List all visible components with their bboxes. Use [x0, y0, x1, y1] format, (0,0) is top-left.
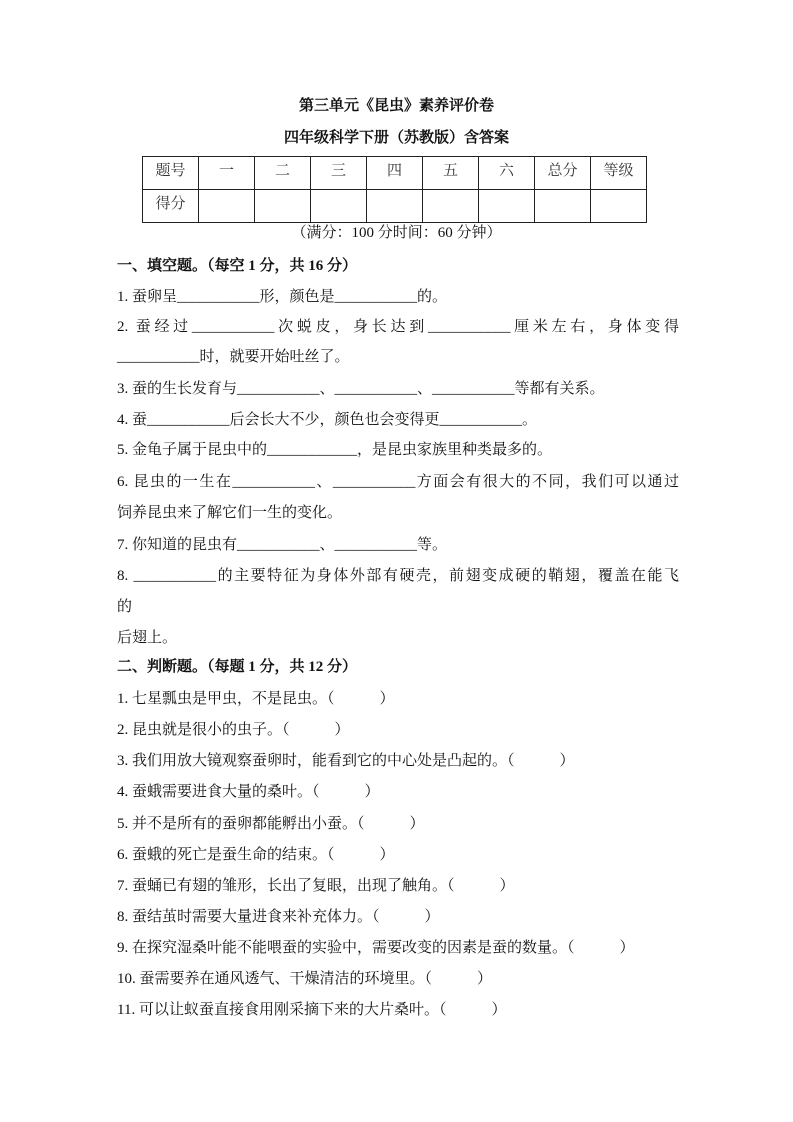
section-heading: 一、填空题。（每空 1 分，共 16 分） [117, 258, 358, 274]
question-line: 8. 蚕结茧时需要大量进食来补充体力。（ ） [117, 909, 440, 925]
header-cell: 四 [367, 157, 423, 190]
score-cell[interactable] [367, 190, 423, 223]
score-cell[interactable] [591, 190, 647, 223]
question-line: 10. 蚕需要养在通风透气、干燥清洁的环境里。（ ） [117, 971, 493, 987]
question-line: 5. 并不是所有的蚕卵都能孵出小蚕。（ ） [117, 816, 425, 832]
row-label: 得分 [143, 190, 199, 223]
question-line: 后翅上。 [117, 630, 178, 646]
score-cell[interactable] [423, 190, 479, 223]
question-line: 9. 在探究湿桑叶能不能喂蚕的实验中，需要改变的因素是蚕的数量。（ ） [117, 940, 635, 956]
question-line: 7. 蚕蛹已有翅的雏形，长出了复眼，出现了触角。（ ） [117, 878, 515, 894]
question-line: 3. 蚕的生长发育与___________、___________、___________等都有关系。 [117, 381, 605, 397]
question-line: 饲养昆虫来了解它们一生的变化。 [117, 505, 343, 521]
header-cell: 二 [255, 157, 311, 190]
question-line: 1. 蚕卵呈___________形，颜色是___________的。 [117, 289, 448, 305]
question-line: 6. 蚕蛾的死亡是蚕生命的结束。（ ） [117, 847, 395, 863]
question-line: 2. 昆虫就是很小的虫子。（ ） [117, 722, 350, 738]
question-line: 11. 可以让蚁蚕直接食用刚采摘下来的大片桑叶。（ ） [117, 1002, 507, 1018]
header-cell: 三 [311, 157, 367, 190]
score-cell[interactable] [311, 190, 367, 223]
question-line: 4. 蚕___________后会长大不少，颜色也会变得更___________。 [117, 412, 538, 428]
header-cell: 总分 [535, 157, 591, 190]
question-line: 2. 蚕经过___________次蜕皮，身长达到___________厘米左右，身体变得 [117, 319, 679, 335]
header-cell: 五 [423, 157, 479, 190]
question-line: 1. 七星瓢虫是甲虫，不是昆虫。（ ） [117, 691, 395, 707]
score-table-score-row [143, 190, 647, 223]
header-cell: 题号 [143, 157, 199, 190]
question-line: 6. 昆虫的一生在___________、___________方面会有很大的不同，我们可以通过 [117, 474, 679, 490]
score-cell[interactable] [535, 190, 591, 223]
score-cell[interactable] [199, 190, 255, 223]
page-title: 第三单元《昆虫》素养评价卷 [298, 98, 494, 114]
score-cell[interactable] [255, 190, 311, 223]
header-cell: 一 [199, 157, 255, 190]
score-cell[interactable] [479, 190, 535, 223]
header-cell: 等级 [591, 157, 647, 190]
question-line: 3. 我们用放大镜观察蚕卵时，能看到它的中心处是凸起的。（ ） [117, 753, 575, 769]
question-line: 7. 你知道的昆虫有___________、___________等。 [117, 537, 448, 553]
question-line: 4. 蚕蛾需要进食大量的桑叶。（ ） [117, 784, 380, 800]
question-line: 5. 金龟子属于昆虫中的____________，是昆虫家族里种类最多的。 [117, 442, 553, 458]
question-line: ___________时，就要开始吐丝了。 [117, 349, 350, 365]
score-table [142, 156, 647, 223]
score-table-header-row [143, 157, 647, 190]
exam-note: （满分：100 分时间：60 分钟） [291, 225, 502, 241]
question-line: 的 [117, 599, 133, 615]
header-cell: 六 [479, 157, 535, 190]
question-line: 8. ___________的主要特征为身体外部有硬壳，前翅变成硬的鞘翅，覆盖在能飞 [117, 568, 679, 584]
page-subtitle: 四年级科学下册（苏教版）含答案 [283, 130, 509, 146]
section-heading: 二、判断题。（每题 1 分，共 12 分） [117, 659, 358, 675]
